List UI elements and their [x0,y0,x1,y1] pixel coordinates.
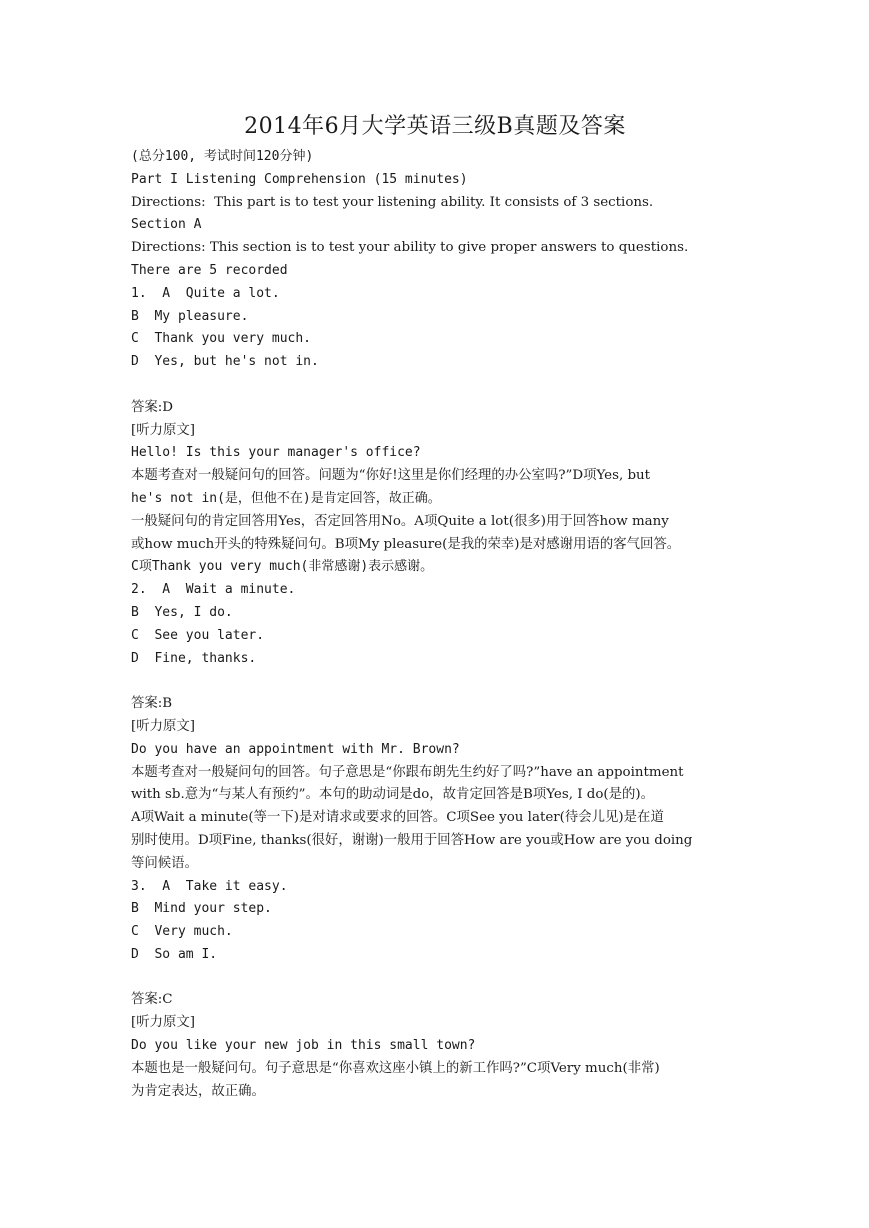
blank-line [131,967,739,990]
text-line: [听力原文] [131,1015,196,1031]
text-line: 1. A Quite a lot. [131,285,280,301]
text-line: Hello! Is this your manager's office? [131,445,421,461]
text-line: D Fine, thanks. [131,650,257,666]
text-line: There are 5 recorded [131,262,288,278]
blank-line [131,670,739,693]
text-line: he's not in(是，但他不在)是肯定回答，故正确。 [131,490,441,506]
text-line: D Yes, but he's not in. [131,354,319,370]
text-line: Directions: This part is to test your listening ability. It consists of 3 sections. [131,194,654,210]
text-line: C See you later. [131,627,265,643]
text-line: 答案:D [131,399,174,415]
text-line: D So am I. [131,946,218,962]
text-line: Section A [131,217,202,233]
text-line: Do you have an appointment with Mr. Brown? [131,741,460,757]
text-line: C Very much. [131,924,233,940]
text-line: with sb.意为“与某人有预约”。本句的助动词是do，故肯定回答是B项Yes, I do(是的)。 [131,787,655,803]
text-line: Part I Listening Comprehension (15 minutes) [131,171,468,187]
text-line: Directions: This section is to test your ability to give proper answers to questions. [131,240,689,256]
page-title: 2014年6月大学英语三级B真题及答案 [244,114,626,139]
text-line: B My pleasure. [131,308,249,324]
text-line: 答案:B [131,696,173,712]
text-line: 为肯定表达，故正确。 [131,1083,265,1099]
text-line: C Thank you very much. [131,331,312,347]
text-line: 一般疑问句的肯定回答用Yes，否定回答用No。A项Quite a lot(很多)用于回答how many [131,513,669,529]
text-line: 3. A Take it easy. [131,878,288,894]
text-line: B Yes, I do. [131,604,233,620]
text-line: A项Wait a minute(等一下)是对请求或要求的回答。C项See you later(待会儿见)是在道 [131,810,664,826]
text-line: C项Thank you very much(非常感谢)表示感谢。 [131,559,434,575]
text-line: (总分100, 考试时间120分钟) [131,149,314,164]
text-line: B Mind your step. [131,901,272,917]
text-line: [听力原文] [131,422,196,438]
text-line: 本题考查对一般疑问句的回答。问题为“你好!这里是你们经理的办公室吗?”D项Yes, but [131,468,651,484]
text-line: 本题考查对一般疑问句的回答。句子意思是“你跟布朗先生约好了吗?”have an appointment [131,764,684,780]
text-line: 别时使用。D项Fine, thanks(很好，谢谢)一般用于回答How are you或How are you doing [131,832,693,848]
text-line: Do you like your new job in this small town? [131,1038,476,1054]
document-page [131,110,739,1103]
text-line: [听力原文] [131,718,196,734]
text-line: 本题也是一般疑问句。句子意思是“你喜欢这座小镇上的新工作吗?”C项Very much(非常) [131,1060,660,1076]
text-line: 2. A Wait a minute. [131,582,296,598]
text-line: 等问候语。 [131,855,198,871]
document-body [131,146,739,1103]
text-line: 答案:C [131,992,173,1008]
blank-line [131,374,739,397]
text-line: 或how much开头的特殊疑问句。B项My pleasure(是我的荣幸)是对感谢用语的客气回答。 [131,536,681,552]
